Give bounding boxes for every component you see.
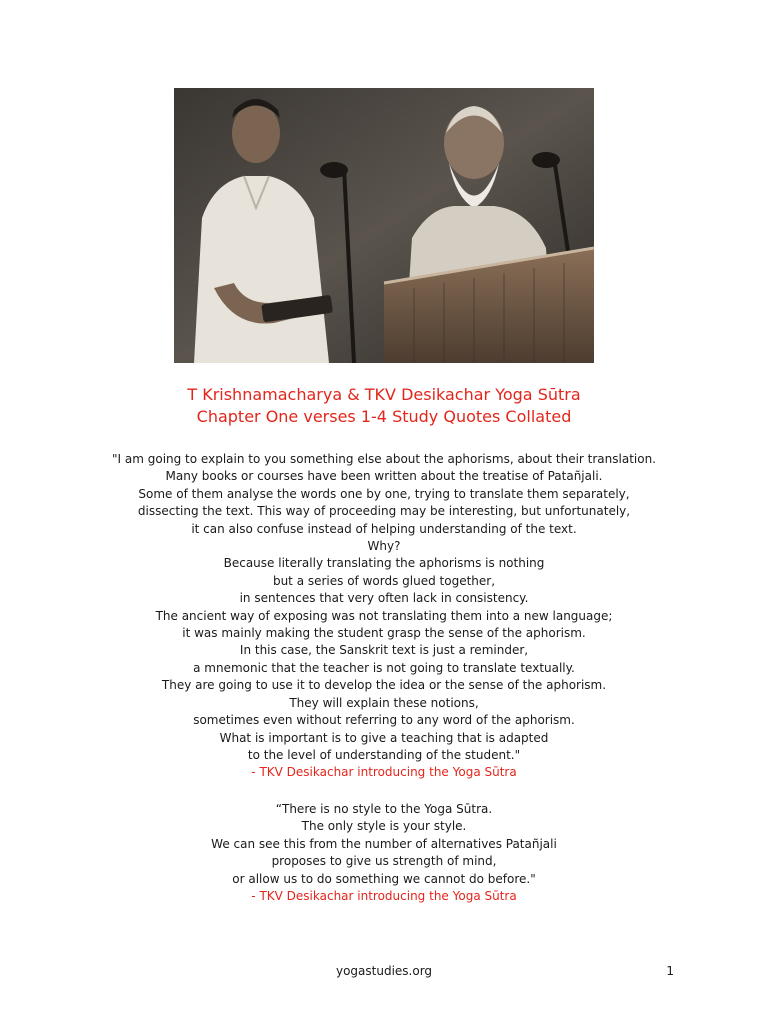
quote-line: in sentences that very often lack in consistency. xyxy=(239,591,529,606)
quote-line: They will explain these notions, xyxy=(289,695,479,710)
quote-line: What is important is to give a teaching that is adapted xyxy=(219,730,549,745)
page-footer xyxy=(0,964,768,980)
quote-line: They are going to use it to develop the idea or the sense of the aphorism. xyxy=(161,678,607,693)
title-line-2: Chapter One verses 1-4 Study Quotes Collated xyxy=(196,407,572,426)
quote-attribution: - TKV Desikachar introducing the Yoga Sūtra xyxy=(251,765,517,780)
quote-line: proposes to give us strength of mind, xyxy=(271,854,497,869)
quote-line: We can see this from the number of alternatives Patañjali xyxy=(211,836,557,851)
document-title xyxy=(0,384,768,428)
quote-line: sometimes even without referring to any word of the aphorism. xyxy=(193,713,575,728)
quote-attribution: - TKV Desikachar introducing the Yoga Sūtra xyxy=(251,889,517,904)
quote-line: The only style is your style. xyxy=(301,819,467,834)
title-line-1: T Krishnamacharya & TKV Desikachar Yoga Sūtra xyxy=(187,385,581,404)
footer-site-link[interactable]: yogastudies.org xyxy=(335,964,433,978)
quote-1 xyxy=(0,451,768,782)
quote-line: dissecting the text. This way of proceeding may be interesting, but unfortunately, xyxy=(137,504,631,519)
quote-line: or allow us to do something we cannot do before." xyxy=(232,871,536,886)
photo-icon xyxy=(174,88,594,363)
quote-line: but a series of words glued together, xyxy=(272,573,496,588)
quote-2 xyxy=(0,801,768,905)
page-number: 1 xyxy=(666,964,674,978)
quote-line: Because literally translating the aphorisms is nothing xyxy=(223,556,545,571)
quote-line: Why? xyxy=(367,539,401,554)
quote-line: Some of them analyse the words one by one, trying to translate them separately, xyxy=(138,486,630,501)
quote-line: to the level of understanding of the student." xyxy=(247,747,521,762)
quote-line: it was mainly making the student grasp the sense of the aphorism. xyxy=(182,626,586,641)
quote-line: a mnemonic that the teacher is not going to translate textually. xyxy=(193,660,575,675)
header-photo xyxy=(174,88,594,363)
quote-line: In this case, the Sanskrit text is just a reminder, xyxy=(239,643,529,658)
quote-line: Many books or courses have been written about the treatise of Patañjali. xyxy=(165,469,603,484)
quote-line: it can also confuse instead of helping understanding of the text. xyxy=(191,521,577,536)
quote-line: "I am going to explain to you something else about the aphorisms, about their translation. xyxy=(112,452,656,466)
quote-line: “There is no style to the Yoga Sūtra. xyxy=(275,802,493,816)
quote-line: The ancient way of exposing was not translating them into a new language; xyxy=(155,608,613,623)
